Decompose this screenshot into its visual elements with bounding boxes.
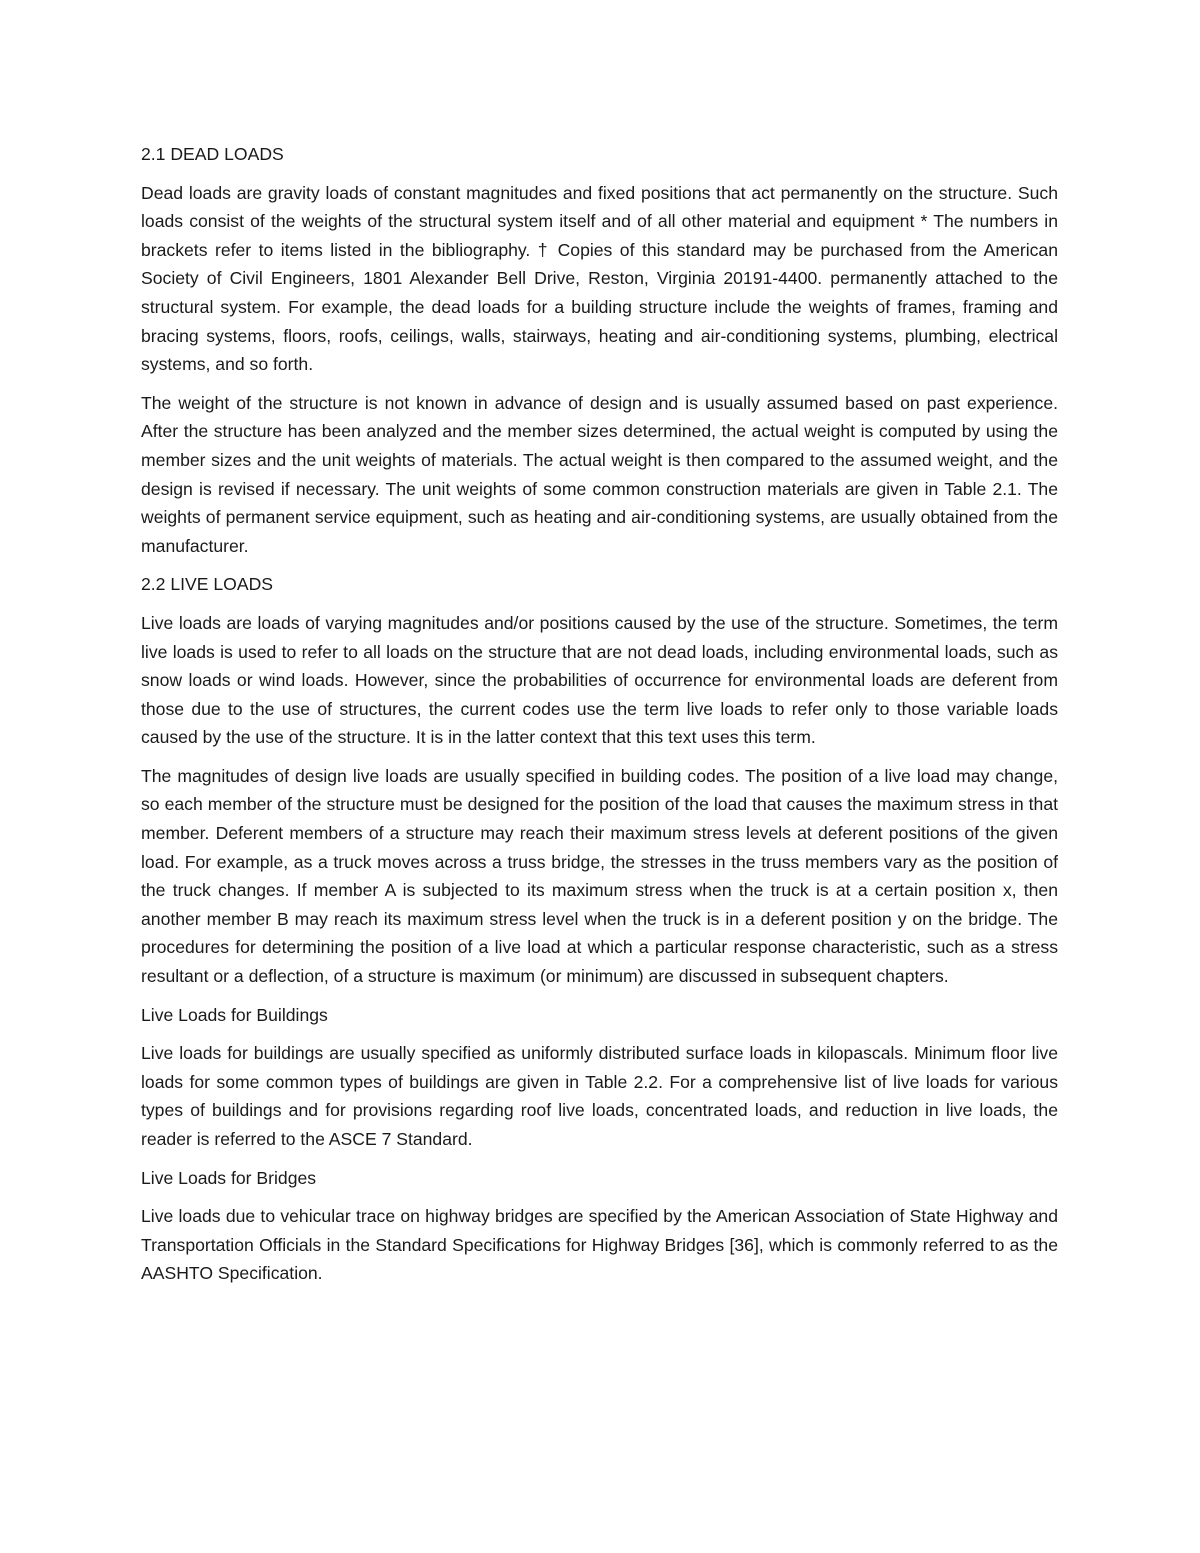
paragraph: The magnitudes of design live loads are usually specified in building codes. The position of a live load may change, so each member of the structure must be designed for the position of the load that causes the maximum stress in that member. Deferent members of a structure may reach their maximum stress levels at deferent positions of the given load. For example, as a truck moves across a truss bridge, the stresses in the truss members vary as the position of the truck changes. If member A is subjected to its maximum stress when the truck is at a certain position x, then another member B may reach its maximum stress level when the truck is in a deferent position y on the bridge. The procedures for determining the position of a live load at which a particular response characteristic, such as a stress resultant or a deflection, of a structure is maximum (or minimum) are discussed in subsequent chapters.	[141, 765, 1058, 987]
subsection-heading-bridges: Live Loads for Bridges	[141, 1167, 317, 1188]
paragraph: Live loads due to vehicular trace on highway bridges are specified by the American Association of State Highway and Transportation Officials in the Standard Specifications for Highway Bridges [36], which is commonly referred to as the AASHTO Specification.	[141, 1206, 1058, 1284]
paragraph: Live loads for buildings are usually specified as uniformly distributed surface loads in kilopascals. Minimum floor live loads for some common types of buildings are given in Table 2.2. For a comprehensive list of live loads for various types of buildings and for provisions regarding roof live loads, concentrated loads, and reduction in live loads, the reader is referred to the ASCE 7 Standard.	[141, 1043, 1058, 1149]
paragraph: The weight of the structure is not known in advance of design and is usually assumed based on past experience. After the structure has been analyzed and the member sizes determined, the actual weight is computed by using the member sizes and the unit weights of materials. The actual weight is then compared to the assumed weight, and the design is revised if necessary. The unit weights of some common construction materials are given in Table 2.1. The weights of permanent service equipment, such as heating and air-conditioning systems, are usually obtained from the manufacturer.	[141, 392, 1058, 556]
paragraph: Live loads are loads of varying magnitudes and/or positions caused by the use of the structure. Sometimes, the term live loads is used to refer to all loads on the structure that are not dead loads, including environmental loads, such as snow loads or wind loads. However, since the probabilities of occurrence for environmental loads are deferent from those due to the use of structures, the current codes use the term live loads to refer only to those variable loads caused by the use of the structure. It is in the latter context that this text uses this term.	[141, 612, 1058, 748]
section-heading-live-loads: 2.2 LIVE LOADS	[141, 574, 274, 595]
paragraph: Dead loads are gravity loads of constant magnitudes and fixed positions that act permanently on the structure. Such loads consist of the weights of the structural system itself and of all other material and equipment * The numbers in brackets refer to items listed in the bibliography. † Copies of this standard may be purchased from the American Society of Civil Engineers, 1801 Alexander Bell Drive, Reston, Virginia 20191-4400. permanently attached to the structural system. For example, the dead loads for a building structure include the weights of frames, framing and bracing systems, floors, roofs, ceilings, walls, stairways, heating and air-conditioning systems, plumbing, electrical systems, and so forth.	[141, 182, 1058, 375]
document-page	[141, 140, 1058, 1298]
subsection-heading-buildings: Live Loads for Buildings	[141, 1004, 328, 1025]
section-heading-dead-loads: 2.1 DEAD LOADS	[141, 144, 284, 164]
